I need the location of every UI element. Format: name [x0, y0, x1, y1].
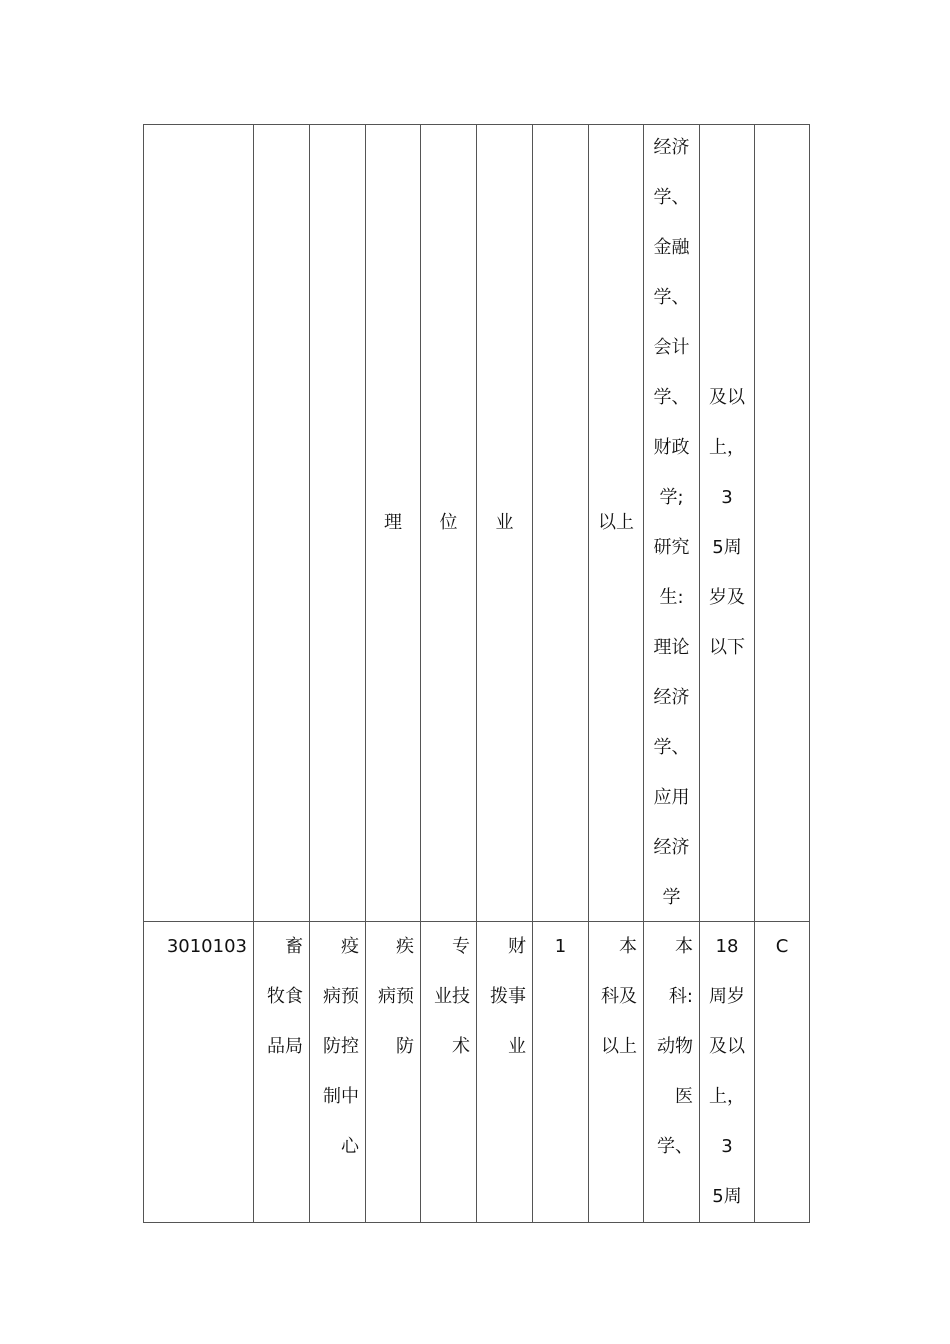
table-cell	[533, 125, 589, 922]
table-cell	[589, 922, 644, 1223]
funding-type-cell: 业	[495, 512, 514, 533]
table-cell	[421, 922, 477, 1223]
post-type-cell: 位	[439, 512, 458, 533]
unit-cell: 疫 病预 防控 制中 心	[323, 936, 359, 1157]
table-row	[144, 125, 810, 922]
table-cell	[533, 922, 589, 1223]
post-type-cell: 专 业技 术	[434, 936, 470, 1057]
table-cell	[366, 125, 421, 922]
education-cell: 以上	[598, 512, 634, 533]
table-cell	[144, 922, 254, 1223]
major-cell: 经济 学、 金融 学、 会计 学、 财政 学; 研究 生: 理论 经济 学、 应用 经济 学	[653, 137, 690, 908]
department-cell: 畜 牧食 品局	[267, 936, 303, 1057]
age-cell: 及以 上，3 5周 岁及 以下	[709, 387, 745, 658]
post-code-cell: 3010103	[166, 936, 247, 957]
table-cell	[254, 125, 310, 922]
category-code-cell: C	[775, 936, 789, 957]
table-cell	[310, 125, 366, 922]
table-cell	[477, 922, 533, 1223]
table-cell	[755, 922, 810, 1223]
table-cell	[144, 125, 254, 922]
job-category-cell: 理	[384, 512, 402, 533]
table-cell	[755, 125, 810, 922]
table-cell	[644, 922, 700, 1223]
table-cell	[589, 125, 644, 922]
table-cell	[366, 922, 421, 1223]
table-cell	[477, 125, 533, 922]
education-cell: 本 科及 以上	[601, 936, 637, 1057]
recruitment-table	[143, 124, 810, 1223]
table-cell	[310, 922, 366, 1223]
table-cell	[421, 125, 477, 922]
major-cell: 本 科: 动物 医 学、	[657, 936, 693, 1157]
table-row	[144, 922, 810, 1223]
age-cell: 18 周岁 及以 上，3 5周	[709, 936, 745, 1207]
job-category-cell: 疾 病预 防	[378, 936, 414, 1057]
funding-type-cell: 财 拨事 业	[490, 936, 526, 1057]
table-cell	[700, 922, 755, 1223]
table-cell	[644, 125, 700, 922]
headcount-cell: 1	[554, 936, 567, 957]
table-cell	[700, 125, 755, 922]
table-cell	[254, 922, 310, 1223]
